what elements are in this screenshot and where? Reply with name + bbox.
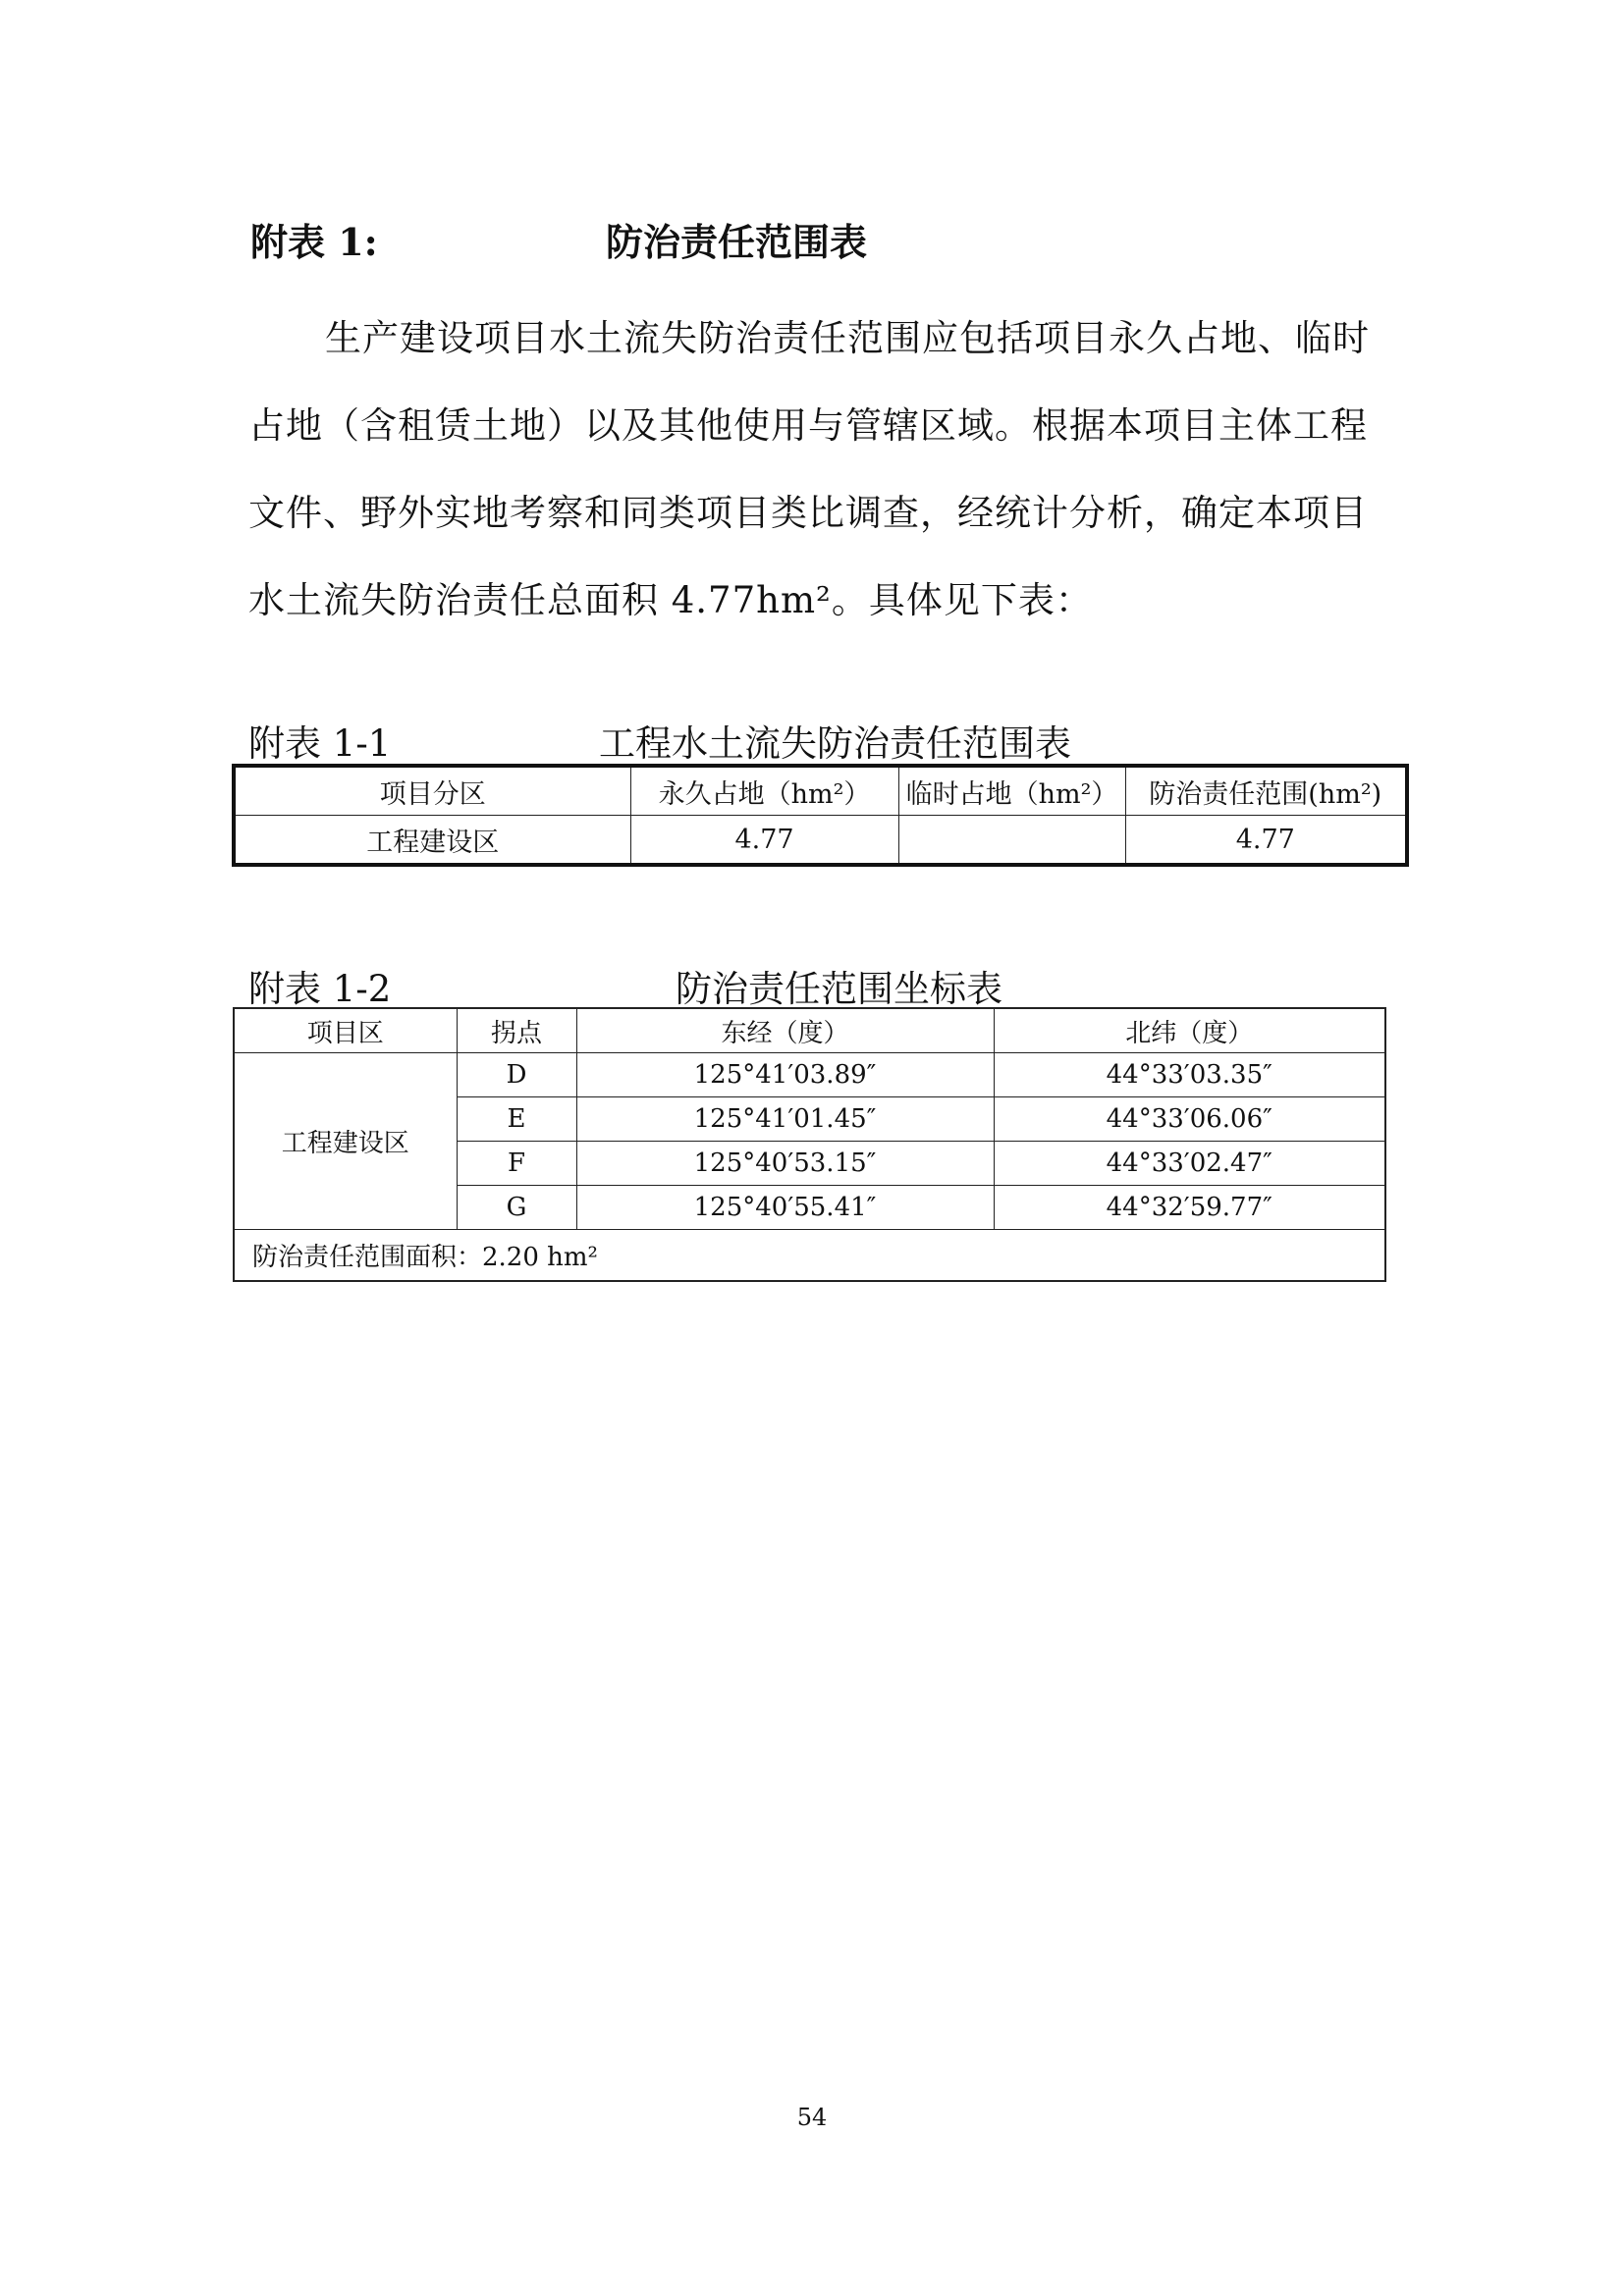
table-header-row bbox=[234, 766, 1407, 816]
header-cell: 临时占地（hm²） bbox=[898, 766, 1125, 816]
table1-label: 附表 1-1 bbox=[248, 722, 392, 765]
table-cell: 4.77 bbox=[1125, 816, 1407, 866]
header-cell: 防治责任范围(hm²) bbox=[1125, 766, 1407, 816]
header-cell: 永久占地（hm²） bbox=[630, 766, 898, 816]
intro-paragraph bbox=[248, 294, 1397, 644]
table1-title: 工程水土流失防治责任范围表 bbox=[599, 722, 1071, 765]
point-cell: E bbox=[457, 1097, 576, 1142]
table-cell bbox=[898, 816, 1125, 866]
latitude-cell: 44°33′06.06″ bbox=[994, 1097, 1385, 1142]
coordinate-table bbox=[233, 1007, 1386, 1282]
header-cell: 项目分区 bbox=[234, 766, 630, 816]
latitude-cell: 44°33′03.35″ bbox=[994, 1053, 1385, 1097]
table-footer-row bbox=[234, 1230, 1385, 1282]
intro-text: 生产建设项目水土流失防治责任范围应包括项目永久占地、临时占地（含租赁土地）以及其他使用与管辖区域。根据本项目主体工程文件、野外实地考察和同类项目类比调查，经统计分析，确定本项目水土流失防治责任总面积 4.77hm²。具体见下表： bbox=[248, 317, 1370, 621]
point-cell: F bbox=[457, 1142, 576, 1186]
point-cell: D bbox=[457, 1053, 576, 1097]
header-cell: 拐点 bbox=[457, 1008, 576, 1053]
table-row bbox=[234, 816, 1407, 866]
table-cell: 4.77 bbox=[630, 816, 898, 866]
point-cell: G bbox=[457, 1186, 576, 1230]
appendix-label: 附表 1: bbox=[250, 220, 378, 264]
appendix-title: 防治责任范围表 bbox=[606, 220, 868, 264]
area-cell: 工程建设区 bbox=[234, 1053, 457, 1230]
area-total-note: 防治责任范围面积：2.20 hm² bbox=[234, 1230, 1385, 1282]
longitude-cell: 125°41′03.89″ bbox=[576, 1053, 994, 1097]
latitude-cell: 44°33′02.47″ bbox=[994, 1142, 1385, 1186]
longitude-cell: 125°40′55.41″ bbox=[576, 1186, 994, 1230]
table-cell: 工程建设区 bbox=[234, 816, 630, 866]
responsibility-area-table bbox=[232, 764, 1409, 867]
header-cell: 项目区 bbox=[234, 1008, 457, 1053]
longitude-cell: 125°40′53.15″ bbox=[576, 1142, 994, 1186]
longitude-cell: 125°41′01.45″ bbox=[576, 1097, 994, 1142]
header-cell: 北纬（度） bbox=[994, 1008, 1385, 1053]
table-row bbox=[234, 1053, 1385, 1097]
page-number: 54 bbox=[796, 2104, 828, 2131]
table2-label: 附表 1-2 bbox=[248, 968, 392, 1010]
table2-title: 防治责任范围坐标表 bbox=[676, 968, 1002, 1010]
header-cell: 东经（度） bbox=[576, 1008, 994, 1053]
latitude-cell: 44°32′59.77″ bbox=[994, 1186, 1385, 1230]
table-header-row bbox=[234, 1008, 1385, 1053]
